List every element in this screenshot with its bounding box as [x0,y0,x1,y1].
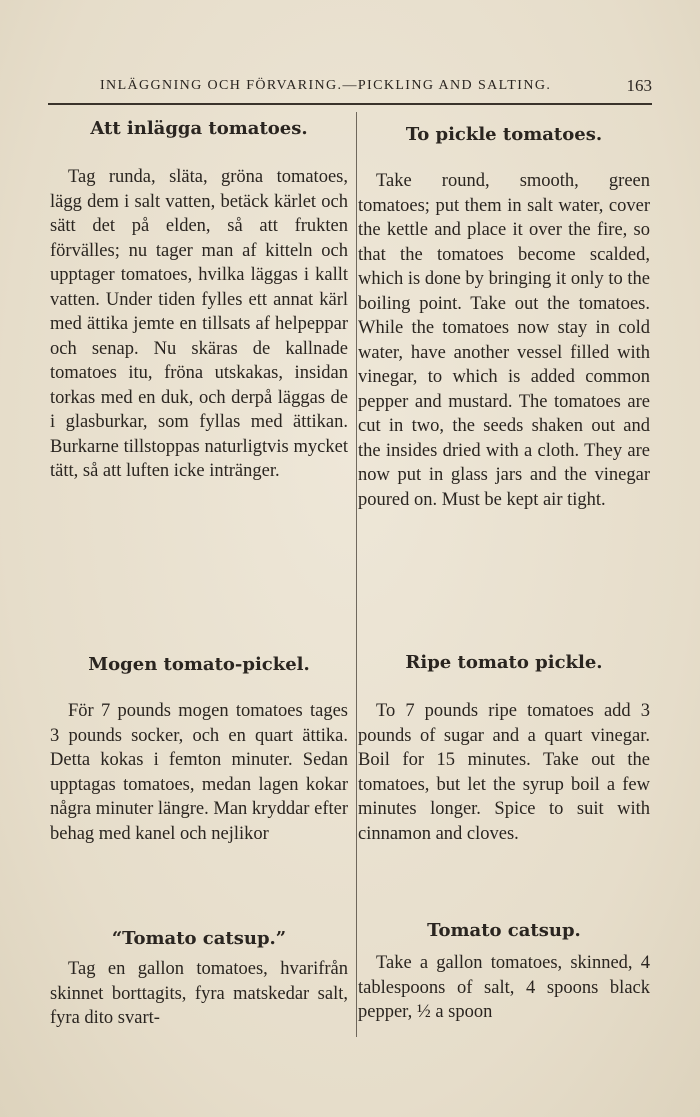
header-rule [48,103,652,105]
recipe-text: To 7 pounds ripe tomatoes add 3 pounds of sugar and a quart vinegar. Boil for 15 minutes. Take out the tomatoes, but let the syrup boil a few minutes longer. Spice to suit with cinnamon and cloves. [358,701,650,844]
recipe-ripe-english [358,652,650,846]
running-header [100,78,652,94]
recipe-text: För 7 pounds mogen tomatoes tages 3 pounds socker, och en quart ättika. Detta kokas i femton minuter. Sedan upptagas tomatoes, medan lagen kokar några minuter längre. Man kryddar efter behag med kanel och nejlikor [50,701,348,844]
recipe-title: Tomato catsup. [427,920,581,941]
recipe-pickle-swedish [50,118,348,484]
recipe-title: Ripe tomato pickle. [405,652,603,673]
recipe-catsup-swedish [50,928,348,1031]
recipe-title: “Tomato catsup.” [111,928,287,949]
recipe-text: Take round, smooth, green tomatoes; put them in salt water, cover the kettle and place it over the fire, so that the tomatoes become scalded, which is done by bringing it only to the boiling point. Take out the tomatoes. While the tomatoes now stay in cold water, have another vessel filled with vinegar, to which is added common pepper and mustard. The tomatoes are cut in two, the seeds shaken out and the insides dried with a cloth. They are now put in glass jars and the vinegar poured on. Must be kept air tight. [358,171,650,510]
recipe-text: Tag en gallon tomatoes, hvarifrån skinnet borttagits, fyra matskedar salt, fyra dito svart- [50,959,348,1028]
recipe-text: Tag runda, släta, gröna tomatoes, lägg dem i salt vatten, betäck kärlet och sätt det på elden, så att frukten förvälles; nu tager man af kitteln och upptager tomatoes, hvilka läggas i kallt vatten. Under tiden fylles ett annat kärl med ättika jemte en tillsats af helpeppar och senap. Nu skäras de kallnade tomatoes itu, fröna utskakas, insidan torkas med en duk, och derpå läggas de i glasburkar, som fyllas med ättikan. Burkarne tillstoppas naturligtvis mycket tätt, så att luften icke intränger. [50,167,348,481]
recipe-ripe-swedish [50,654,348,846]
running-head-text: INLÄGGNING OCH FÖRVARING.—PICKLING AND SALTING. [100,78,552,93]
recipe-catsup-english [358,920,650,1025]
recipe-title: Att inlägga tomatoes. [90,118,308,139]
column-divider [356,112,357,1037]
recipe-title: Mogen tomato-pickel. [88,654,310,675]
recipe-text: Take a gallon tomatoes, skinned, 4 tablespoons of salt, 4 spoons black pepper, ½ a spoon [358,953,650,1022]
page-number: 163 [626,76,652,95]
recipe-title: To pickle tomatoes. [405,124,603,145]
recipe-pickle-english [358,124,650,512]
